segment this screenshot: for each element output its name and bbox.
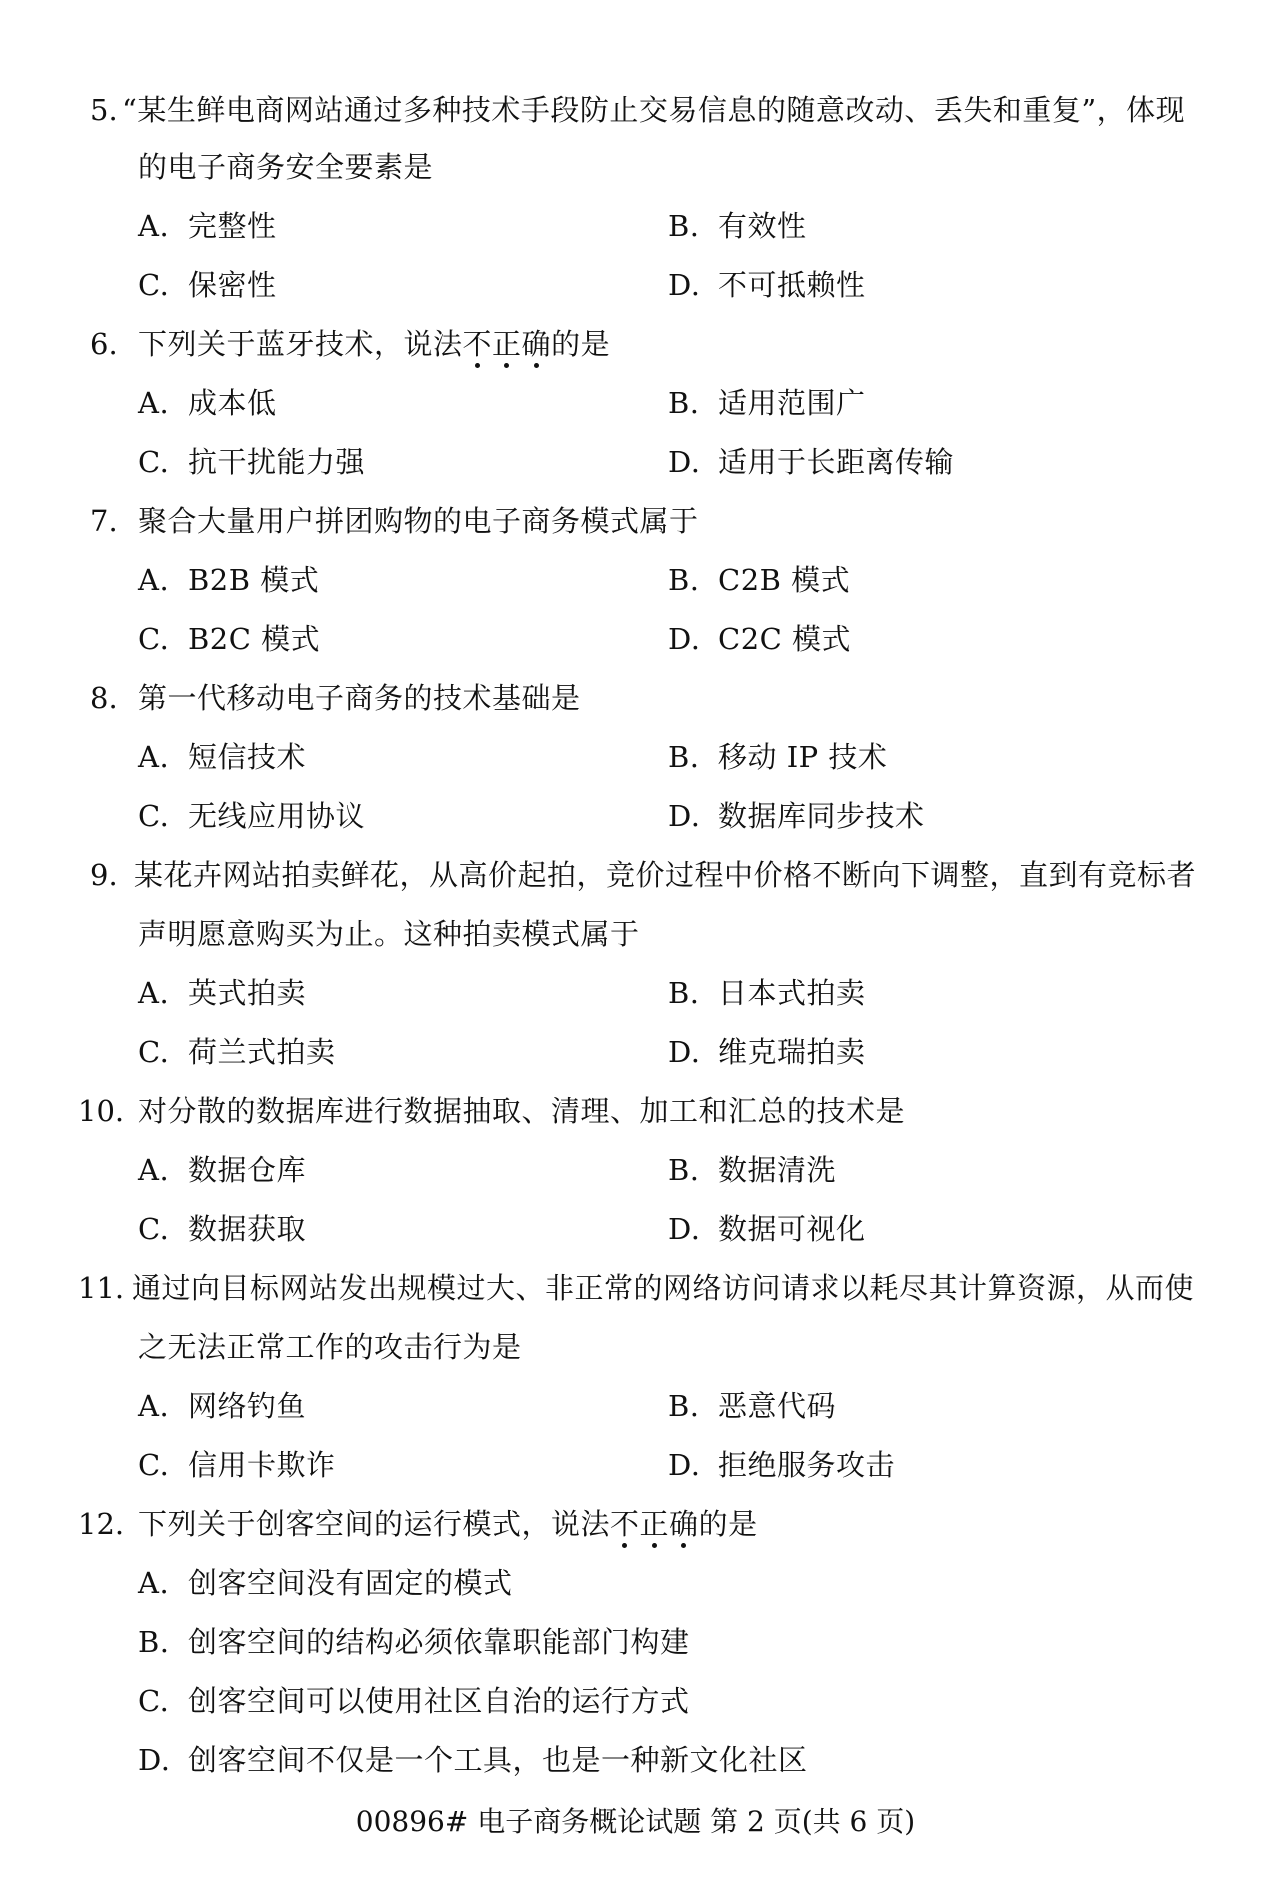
option-a: [138, 737, 306, 777]
option-text: 创客空间没有固定的模式: [188, 1566, 513, 1600]
option-d: [668, 1032, 866, 1072]
option-text: 创客空间的结构必须依靠职能部门构建: [188, 1625, 690, 1659]
option-d: [668, 796, 925, 836]
option-text: 创客空间可以使用社区自治的运行方式: [188, 1684, 690, 1718]
option-letter: C.: [138, 1212, 170, 1246]
option-text: 网络钓鱼: [188, 1389, 307, 1423]
question-number: 10.: [78, 1094, 125, 1128]
question-text: [138, 1504, 758, 1544]
option-text: 数据可视化: [718, 1212, 866, 1246]
option-c: [138, 796, 365, 836]
option-letter: B.: [668, 386, 700, 420]
option-letter: A.: [138, 740, 170, 774]
option-text: 英式拍卖: [188, 976, 307, 1010]
option-a: [138, 206, 277, 246]
option-b: [668, 560, 850, 600]
option-d: [668, 1445, 895, 1485]
option-letter: D.: [668, 1448, 701, 1482]
emphasis-char: 正: [640, 1504, 670, 1544]
question-number: 6.: [90, 327, 118, 361]
option-text: C2C 模式: [718, 622, 852, 656]
option-letter: B.: [668, 563, 700, 597]
page-footer: 00896# 电子商务概论试题 第 2 页(共 6 页): [355, 1805, 916, 1838]
option-text: 成本低: [188, 386, 277, 420]
option-letter: A.: [138, 1389, 170, 1423]
question-text: 某花卉网站拍卖鲜花，从高价起拍，竞价过程中价格不断向下调整，直到有竞标者: [134, 858, 1197, 892]
option-a: [138, 1386, 306, 1426]
question-number: 5.: [90, 93, 118, 127]
option-d: [668, 442, 954, 482]
option-letter: C.: [138, 445, 170, 479]
question-text: “某生鲜电商网站通过多种技术手段防止交易信息的随意改动、丢失和重复”，体现: [122, 93, 1186, 127]
option-b: [668, 383, 866, 423]
option-text: 数据库同步技术: [718, 799, 925, 833]
option-c: [138, 265, 277, 305]
option-text: 维克瑞拍卖: [718, 1035, 866, 1069]
question-text: 对分散的数据库进行数据抽取、清理、加工和汇总的技术是: [138, 1094, 906, 1128]
question-text-cont: 之无法正常工作的攻击行为是: [138, 1330, 522, 1364]
option-d: [138, 1740, 808, 1780]
option-c: [138, 1032, 336, 1072]
option-letter: D.: [668, 622, 701, 656]
option-letter: C.: [138, 1684, 170, 1718]
option-letter: C.: [138, 622, 170, 656]
option-letter: D.: [668, 445, 701, 479]
option-text: 移动 IP 技术: [718, 740, 888, 774]
option-letter: D.: [668, 799, 701, 833]
option-letter: D.: [138, 1743, 171, 1777]
question-text: [138, 324, 610, 364]
option-text: B2B 模式: [188, 563, 320, 597]
option-text: 数据获取: [188, 1212, 307, 1246]
option-letter: B.: [668, 1389, 700, 1423]
option-a: [138, 383, 277, 423]
option-text: 适用于长距离传输: [718, 445, 955, 479]
option-a: [138, 560, 319, 600]
option-text: C2B 模式: [718, 563, 851, 597]
question-text-after: 的是: [698, 1507, 758, 1541]
emphasis-char: 不: [610, 1504, 640, 1544]
option-b: [138, 1622, 690, 1662]
option-letter: D.: [668, 1035, 701, 1069]
option-letter: D.: [668, 1212, 701, 1246]
option-b: [668, 206, 807, 246]
option-text: 日本式拍卖: [718, 976, 866, 1010]
option-c: [138, 1209, 306, 1249]
option-letter: B.: [668, 740, 700, 774]
question-text-cont: 的电子商务安全要素是: [138, 150, 434, 184]
question-number: 12.: [78, 1507, 125, 1541]
question-text: 聚合大量用户拼团购物的电子商务模式属于: [138, 504, 699, 538]
option-d: [668, 265, 866, 305]
option-text: 数据仓库: [188, 1153, 307, 1187]
option-letter: C.: [138, 1448, 170, 1482]
option-letter: C.: [138, 1035, 170, 1069]
option-c: [138, 1681, 690, 1721]
option-text: 保密性: [188, 268, 277, 302]
option-letter: B.: [138, 1625, 170, 1659]
option-letter: A.: [138, 1153, 170, 1187]
question-text-cont: 声明愿意购买为止。这种拍卖模式属于: [138, 917, 640, 951]
option-letter: A.: [138, 976, 170, 1010]
option-text: 短信技术: [188, 740, 307, 774]
question-text-before: 下列关于创客空间的运行模式，说法: [138, 1507, 611, 1541]
question-text-before: 下列关于蓝牙技术，说法: [138, 327, 463, 361]
option-letter: B.: [668, 209, 700, 243]
option-c: [138, 619, 320, 659]
option-d: [668, 619, 851, 659]
option-letter: A.: [138, 386, 170, 420]
option-text: 有效性: [718, 209, 807, 243]
question-text: 第一代移动电子商务的技术基础是: [138, 681, 581, 715]
option-text: 无线应用协议: [188, 799, 366, 833]
emphasis-char: 正: [492, 324, 522, 364]
option-text: 适用范围广: [718, 386, 866, 420]
question-text-after: 的是: [551, 327, 611, 361]
emphasis-char: 确: [669, 1504, 699, 1544]
option-letter: A.: [138, 563, 170, 597]
option-text: 完整性: [188, 209, 277, 243]
option-a: [138, 1150, 306, 1190]
option-text: 数据清洗: [718, 1153, 837, 1187]
option-letter: A.: [138, 1566, 170, 1600]
question-number: 9.: [90, 858, 118, 892]
option-b: [668, 1386, 836, 1426]
question-text: 通过向目标网站发出规模过大、非正常的网络访问请求以耗尽其计算资源，从而使: [132, 1271, 1195, 1305]
option-c: [138, 1445, 336, 1485]
option-letter: C.: [138, 268, 170, 302]
option-letter: B.: [668, 976, 700, 1010]
option-a: [138, 1563, 513, 1603]
option-a: [138, 973, 306, 1013]
option-letter: C.: [138, 799, 170, 833]
option-letter: A.: [138, 209, 170, 243]
option-text: 抗干扰能力强: [188, 445, 366, 479]
option-text: 不可抵赖性: [718, 268, 866, 302]
question-number: 8.: [90, 681, 118, 715]
option-text: 恶意代码: [718, 1389, 837, 1423]
question-number: 11.: [78, 1271, 125, 1305]
question-number: 7.: [90, 504, 118, 538]
option-text: 拒绝服务攻击: [718, 1448, 896, 1482]
option-text: 创客空间不仅是一个工具，也是一种新文化社区: [188, 1743, 808, 1777]
option-text: B2C 模式: [188, 622, 321, 656]
option-c: [138, 442, 365, 482]
emphasis-char: 确: [522, 324, 552, 364]
option-b: [668, 1150, 836, 1190]
option-d: [668, 1209, 866, 1249]
emphasis-char: 不: [463, 324, 493, 364]
option-letter: B.: [668, 1153, 700, 1187]
option-b: [668, 973, 866, 1013]
option-text: 荷兰式拍卖: [188, 1035, 336, 1069]
option-letter: D.: [668, 268, 701, 302]
option-text: 信用卡欺诈: [188, 1448, 336, 1482]
option-b: [668, 737, 887, 777]
